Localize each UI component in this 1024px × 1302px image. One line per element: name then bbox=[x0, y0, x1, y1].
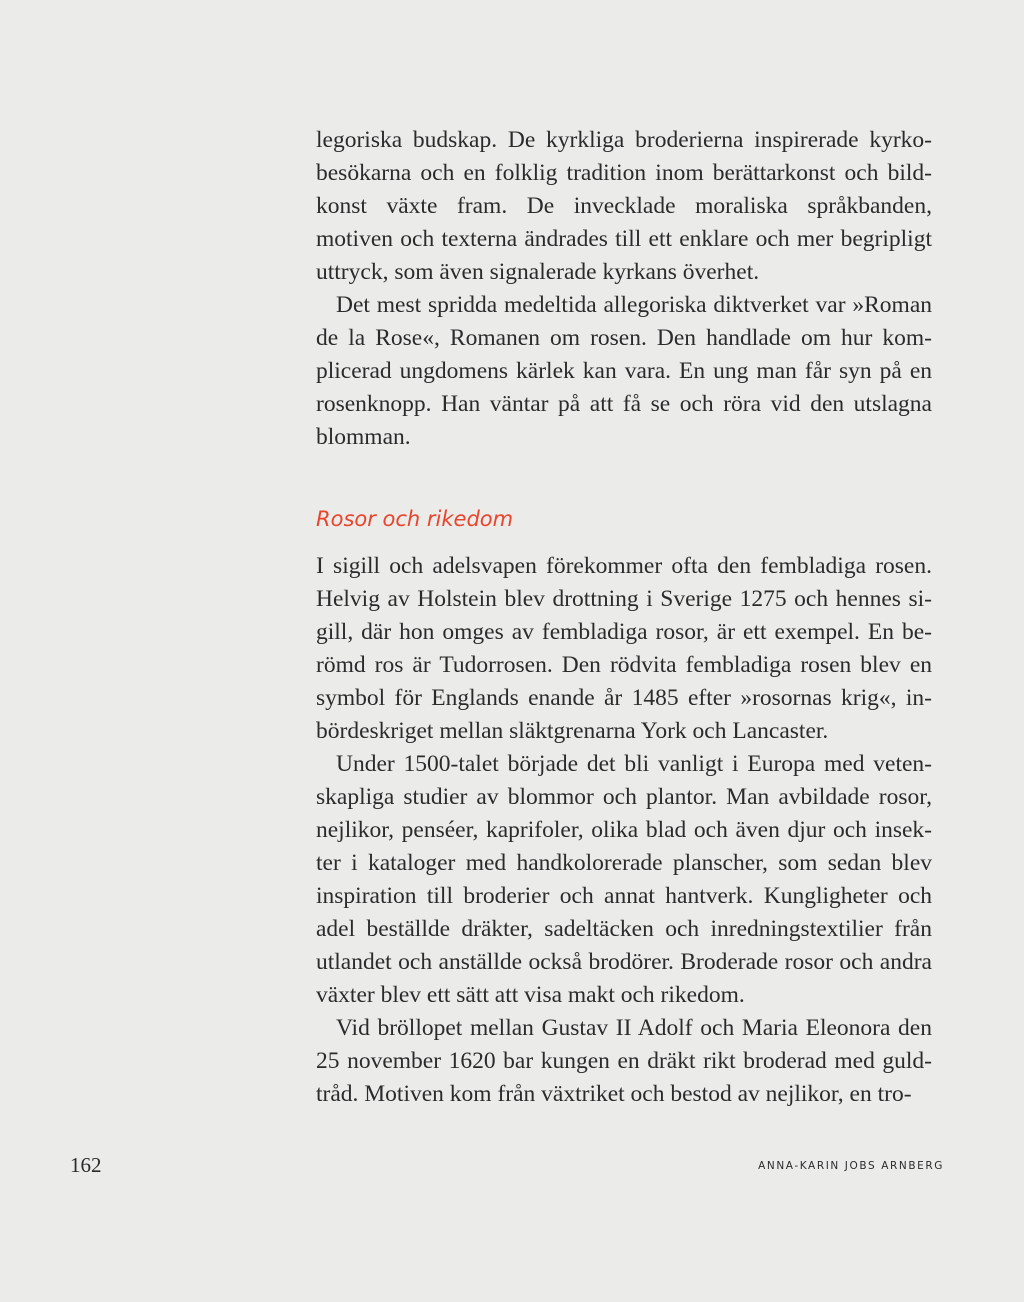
section-heading: Rosor och rikedom bbox=[316, 507, 514, 531]
spacer bbox=[316, 534, 932, 550]
running-footer-author: ANNA-KARIN JOBS ARNBERG bbox=[758, 1160, 944, 1172]
text-column bbox=[316, 124, 932, 1111]
paragraph: Under 1500-talet började det bli vanligt i Europa med vetenskapliga studier av blommor och plantor. Man avbildade rosor, nejlikor, penséer, kaprifoler, olika blad och även djur och insekter i kataloger med handkolorerade planscher, som sedan blev inspiration till broderier och annat hantverk. Kungligheter och adel beställde dräkter, sadeltäcken och inredningstextilier från utlandet och anställde också brodörer. Broderade rosor och andra växter blev ett sätt att visa makt och rikedom. bbox=[316, 751, 932, 1008]
paragraph: legoriska budskap. De kyrkliga broderierna inspirerade kyrkobesökarna och en folklig tradition inom berättarkonst och bildkonst växte fram. De invecklade moraliska språkbanden, motiven och texterna ändrades till ett enklare och mer begripligt uttryck, som även signalerade kyrkans överhet. bbox=[316, 127, 932, 285]
paragraph: Det mest spridda medeltida allegoriska diktverket var »Roman de la Rose«, Romanen om rosen. Den handlade om hur komplicerad ungdomens kärlek kan vara. En ung man får syn på en rosenknopp. Han väntar på att få se och röra vid den utslagna blomman. bbox=[316, 292, 932, 450]
page-number: 162 bbox=[70, 1153, 102, 1177]
paragraph: I sigill och adelsvapen förekommer ofta den fembladiga rosen. Helvig av Holstein blev drottning i Sverige 1275 och hennes sigill, där hon omges av fembladiga rosor, är ett exempel. En berömd ros är Tudorrosen. Den rödvita fembladiga rosen blev en symbol för Englands enande år 1485 efter »rosornas krig«, inbördeskriget mellan släktgrenarna York och Lancaster. bbox=[316, 553, 932, 744]
paragraph: Vid bröllopet mellan Gustav II Adolf och Maria Eleonora den 25 november 1620 bar kungen en dräkt rikt broderad med guldtråd. Motiven kom från växtriket och bestod av nejlikor, en tro- bbox=[316, 1015, 932, 1107]
spacer bbox=[316, 454, 932, 504]
